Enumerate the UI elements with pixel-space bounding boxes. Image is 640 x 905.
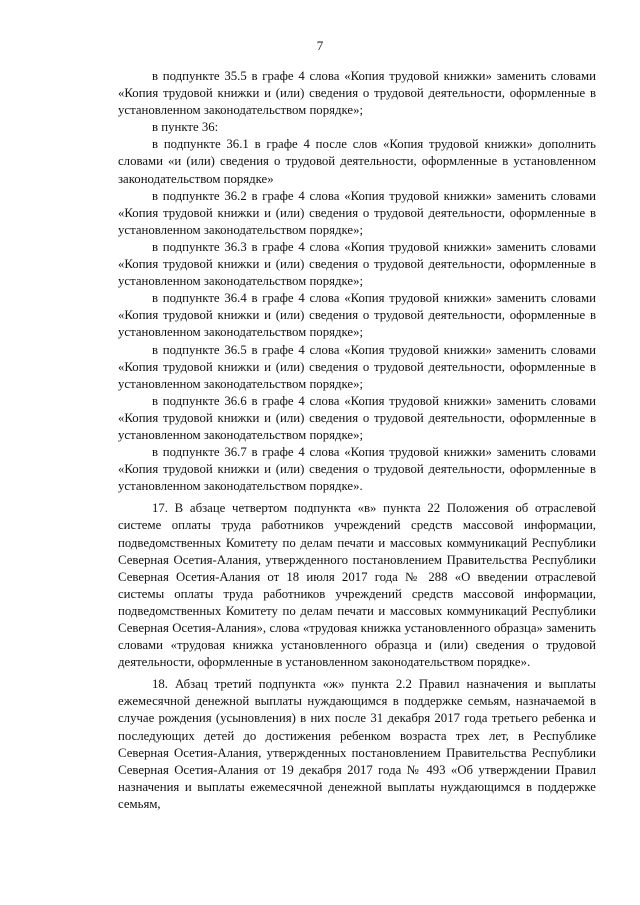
paragraph-17: 17. В абзаце четвертом подпункта «в» пункта 22 Положения об отраслевой системе оплаты труда работников учреждений средств массовой информации, подведомственных Комитету по делам печати и массовых коммуникаций Республики Северная Осетия-Алания, утвержденного постановлением Правительства Республики Северная Осетия-Алания от 18 июля 2017 года № 288 «О введении отраслевой системы оплаты труда работников учреждений средств массовой информации, подведомственных Комитету по делам печати и массовых коммуникаций Республики Северная Осетия-Алания», слова «трудовая книжка установленного образца» заменить словами «трудовая книжка установленного образца и (или) сведения о трудовой деятельности, оформленные в установленном законодательством порядке». [118, 501, 596, 670]
paragraph-36-5: в подпункте 36.5 в графе 4 слова «Копия трудовой книжки» заменить словами «Копия трудовой книжки и (или) сведения о трудовой деятельности, оформленные в установленном законодательством порядке»; [118, 342, 596, 391]
document-body [118, 68, 596, 813]
paragraph-18: 18. Абзац третий подпункта «ж» пункта 2.2 Правил назначения и выплаты ежемесячной денежной выплаты нуждающимся в поддержке семьям, назначаемой в случае рождения (усыновления) в них после 31 декабря 2017 года третьего ребенка и последующих детей до достижения ребенком возраста трех лет, в Республике Северная Осетия-Алания, утвержденных постановлением Правительства Республики Северная Осетия-Алания от 19 декабря 2017 года № 493 «Об утверждении Правил назначения и выплаты ежемесячной денежной выплаты нуждающимся в поддержке семьям, [118, 677, 596, 811]
paragraph-36-1: в подпункте 36.1 в графе 4 после слов «Копия трудовой книжки» дополнить словами «и (или) сведения о трудовой деятельности, оформленные в установленном законодательством порядке» [118, 137, 596, 186]
paragraph-36-4: в подпункте 36.4 в графе 4 слова «Копия трудовой книжки» заменить словами «Копия трудовой книжки и (или) сведения о трудовой деятельности, оформленные в установленном законодательством порядке»; [118, 291, 596, 340]
paragraph-36-7: в подпункте 36.7 в графе 4 слова «Копия трудовой книжки» заменить словами «Копия трудовой книжки и (или) сведения о трудовой деятельности, оформленные в установленном законодательством порядке». [118, 445, 596, 494]
paragraph-36-3: в подпункте 36.3 в графе 4 слова «Копия трудовой книжки» заменить словами «Копия трудовой книжки и (или) сведения о трудовой деятельности, оформленные в установленном законодательством порядке»; [118, 239, 596, 289]
paragraph-36-2: в подпункте 36.2 в графе 4 слова «Копия трудовой книжки» заменить словами «Копия трудовой книжки и (или) сведения о трудовой деятельности, оформленные в установленном законодательством порядке»; [118, 188, 596, 237]
paragraph-35-5: в подпункте 35.5 в графе 4 слова «Копия трудовой книжки» заменить словами «Копия трудовой книжки и (или) сведения о трудовой деятельности, оформленные в установленном законодательством порядке»; [118, 69, 596, 118]
paragraph-36-6: в подпункте 36.6 в графе 4 слова «Копия трудовой книжки» заменить словами «Копия трудовой книжки и (или) сведения о трудовой деятельности, оформленные в установленном законодательством порядке»; [118, 393, 596, 442]
paragraph-point-36: в пункте 36: [152, 120, 219, 135]
page-number: 7 [316, 38, 324, 53]
